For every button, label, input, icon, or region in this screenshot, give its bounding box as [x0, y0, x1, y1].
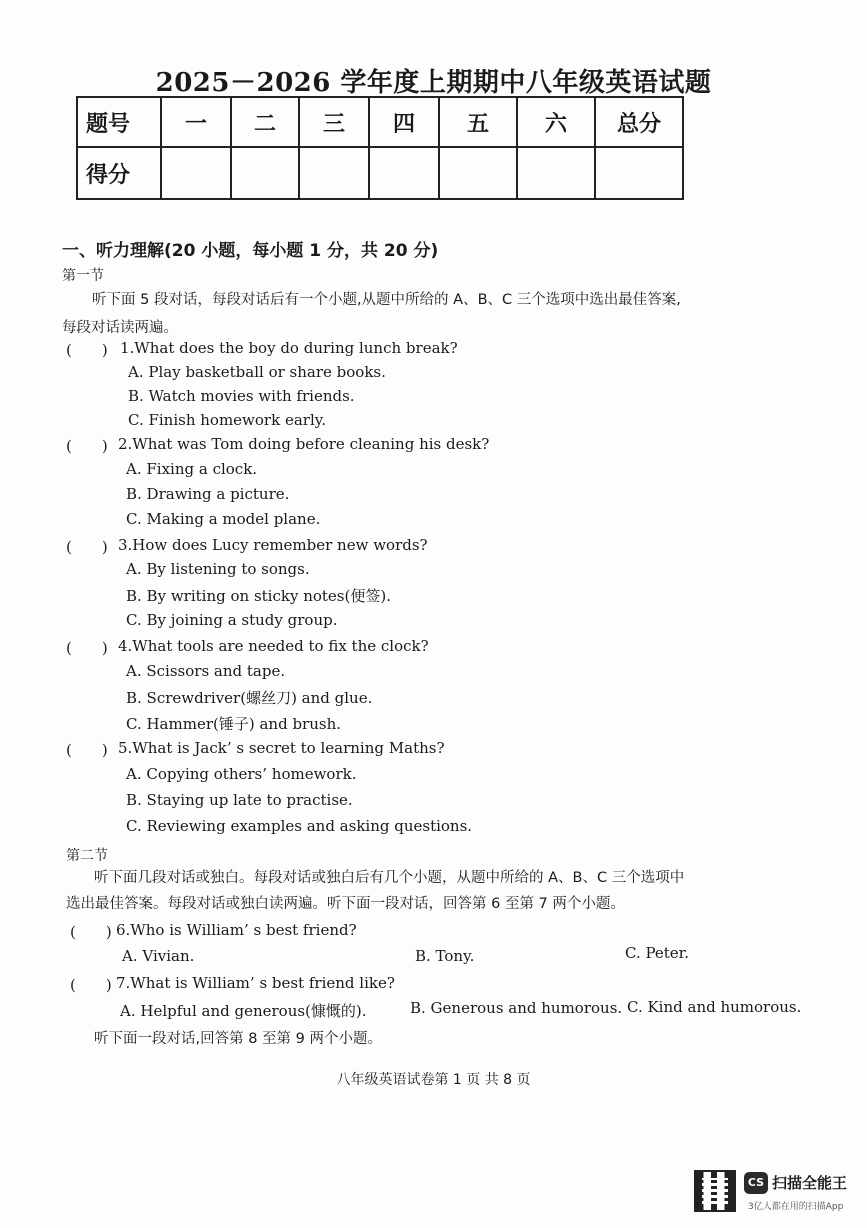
- part2-instruction-line2: 选出最佳答案。每段对话或独白读两遍。听下面一段对话，回答第 6 至第 7 两个小题。: [66, 896, 625, 912]
- answer-blank[interactable]: ( ): [66, 437, 108, 455]
- answer-blank[interactable]: ( ): [66, 741, 108, 759]
- part1-instruction-line2: 每段对话读两遍。: [62, 320, 178, 336]
- answer-blank[interactable]: ( ): [70, 923, 112, 941]
- answer-blank[interactable]: ( ): [70, 976, 112, 994]
- option-b: B. Screwdriver(螺丝刀) and glue.: [126, 689, 373, 707]
- part2-instruction-line1: 听下面几段对话或独白。每段对话或独白后有几个小题，从题中所给的 A、B、C 三个选项中: [94, 870, 685, 886]
- score-cell-5[interactable]: [439, 147, 517, 199]
- question-text: 3.How does Lucy remember new words?: [118, 536, 428, 554]
- option-b: B. Tony.: [415, 947, 475, 965]
- score-cell-2[interactable]: [231, 147, 299, 199]
- score-cell-1[interactable]: [161, 147, 231, 199]
- part2-instruction-after: 听下面一段对话,回答第 8 至第 9 两个小题。: [94, 1031, 382, 1047]
- question-text: 5.What is Jack’ s secret to learning Maths?: [118, 739, 445, 757]
- score-table-col-1: 一: [161, 97, 231, 147]
- score-cell-3[interactable]: [299, 147, 369, 199]
- score-cell-4[interactable]: [369, 147, 439, 199]
- question-text: 4.What tools are needed to fix the clock?: [118, 637, 429, 655]
- option-a: A. Fixing a clock.: [126, 460, 258, 478]
- score-table-label-score: 得分: [77, 147, 161, 199]
- option-a: A. By listening to songs.: [126, 560, 310, 578]
- option-a: A. Helpful and generous(慷慨的).: [120, 1002, 367, 1020]
- part1-label: 第一节: [62, 268, 104, 284]
- option-b: B. Watch movies with friends.: [128, 387, 355, 405]
- camscanner-name: 扫描全能王: [772, 1174, 848, 1192]
- option-c: C. By joining a study group.: [126, 611, 338, 629]
- score-table-score-row: [77, 147, 683, 199]
- question-text: 7.What is William’ s best friend like?: [116, 974, 395, 992]
- exam-title: 2025－2026 学年度上期期中八年级英语试题: [155, 68, 712, 98]
- question-text: 2.What was Tom doing before cleaning his desk?: [118, 435, 490, 453]
- section-title: 一、听力理解(20 小题，每小题 1 分，共 20 分): [62, 241, 439, 261]
- option-a: A. Copying others’ homework.: [126, 765, 357, 783]
- score-table: [76, 96, 684, 200]
- camscanner-tagline: 3亿人都在用的扫描App: [748, 1202, 844, 1212]
- score-cell-6[interactable]: [517, 147, 595, 199]
- score-table-col-5: 五: [439, 97, 517, 147]
- part1-instruction-line1: 听下面 5 段对话，每段对话后有一个小题,从题中所给的 A、B、C 三个选项中选出最佳答案,: [92, 292, 681, 308]
- answer-blank[interactable]: ( ): [66, 538, 108, 556]
- answer-blank[interactable]: ( ): [66, 341, 108, 359]
- option-b: B. By writing on sticky notes(便签).: [126, 587, 391, 605]
- option-c: C. Hammer(锤子) and brush.: [126, 715, 342, 733]
- score-table-col-4: 四: [369, 97, 439, 147]
- score-table-col-2: 二: [231, 97, 299, 147]
- score-table-header-row: [77, 97, 683, 147]
- question-text: 6.Who is William’ s best friend?: [116, 921, 357, 939]
- option-b: B. Staying up late to practise.: [126, 791, 353, 809]
- qr-code-icon: [694, 1170, 736, 1212]
- option-a: A. Play basketball or share books.: [128, 363, 386, 381]
- option-a: A. Scissors and tape.: [126, 662, 286, 680]
- page-footer: 八年级英语试卷第 1 页 共 8 页: [336, 1072, 531, 1088]
- option-a: A. Vivian.: [122, 947, 195, 965]
- option-b: B. Drawing a picture.: [126, 485, 290, 503]
- option-c: C. Finish homework early.: [128, 411, 326, 429]
- part2-label: 第二节: [66, 848, 108, 864]
- option-c: C. Kind and humorous.: [627, 998, 802, 1016]
- question-text: 1.What does the boy do during lunch break?: [120, 339, 458, 357]
- score-table-label-question: 题号: [77, 97, 161, 147]
- camscanner-logo-icon: CS: [744, 1172, 768, 1194]
- option-c: C. Peter.: [625, 944, 689, 962]
- score-table-col-total: 总分: [595, 97, 683, 147]
- option-b: B. Generous and humorous.: [410, 999, 623, 1017]
- score-table-col-6: 六: [517, 97, 595, 147]
- answer-blank[interactable]: ( ): [66, 639, 108, 657]
- option-c: C. Reviewing examples and asking questions.: [126, 817, 473, 835]
- score-cell-total[interactable]: [595, 147, 683, 199]
- score-table-col-3: 三: [299, 97, 369, 147]
- option-c: C. Making a model plane.: [126, 510, 321, 528]
